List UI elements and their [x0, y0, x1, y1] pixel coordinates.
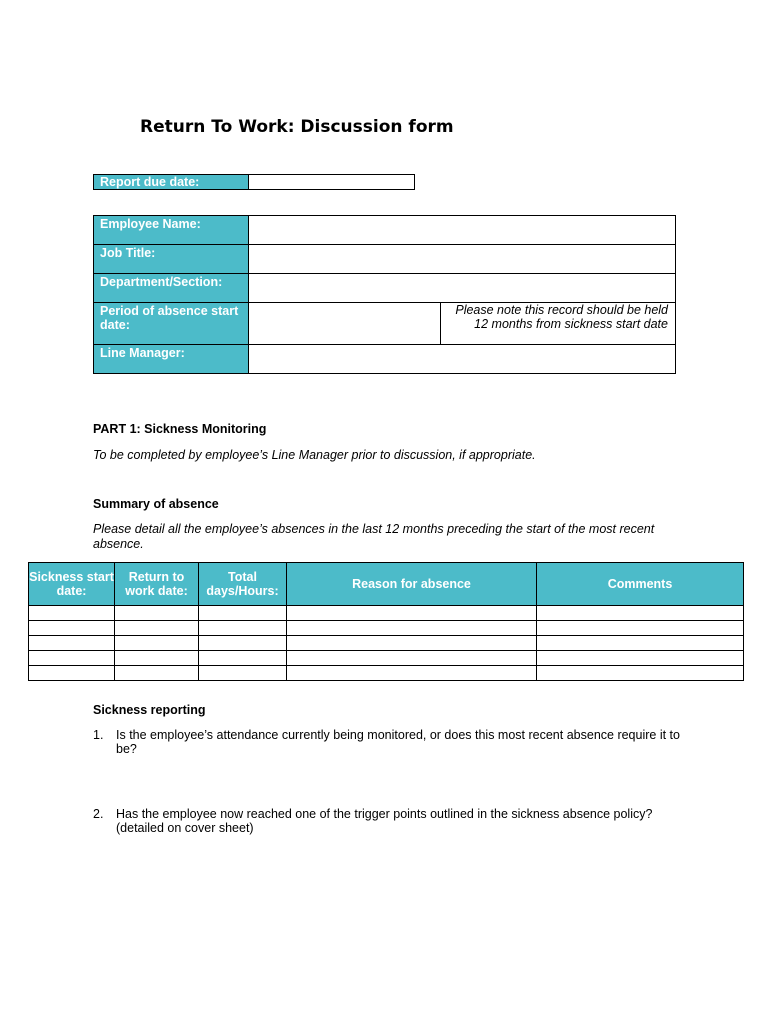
question-text: Has the employee now reached one of the trigger points outlined in the sickness absence policy? (detailed on cover sheet): [116, 807, 653, 835]
absence-summary-table: [28, 562, 744, 681]
table-cell[interactable]: [537, 621, 744, 636]
department-label: Department/Section:: [94, 274, 249, 303]
table-cell[interactable]: [537, 651, 744, 666]
report-due-field[interactable]: [249, 175, 415, 190]
table-cell[interactable]: [199, 636, 287, 651]
table-cell[interactable]: [29, 636, 115, 651]
column-header-total-days: Total days/Hours:: [199, 563, 287, 606]
part1-heading: PART 1: Sickness Monitoring: [93, 422, 267, 436]
job-title-field[interactable]: [249, 245, 676, 274]
table-cell[interactable]: [287, 636, 537, 651]
department-field[interactable]: [249, 274, 676, 303]
report-due-label: Report due date:: [94, 175, 249, 190]
employee-name-field[interactable]: [249, 216, 676, 245]
table-cell[interactable]: [115, 651, 199, 666]
line-manager-label: Line Manager:: [94, 345, 249, 374]
question-2: [93, 807, 683, 835]
table-cell[interactable]: [287, 621, 537, 636]
table-cell[interactable]: [537, 636, 744, 651]
question-1: [93, 728, 683, 756]
table-cell[interactable]: [115, 666, 199, 681]
table-cell[interactable]: [287, 606, 537, 621]
retention-note: Please note this record should be held 12 months from sickness start date: [441, 303, 676, 345]
table-cell[interactable]: [199, 651, 287, 666]
table-row: [29, 636, 744, 651]
question-number: 2.: [93, 807, 104, 821]
absence-start-label: Period of absence start date:: [94, 303, 249, 345]
summary-instruction: Please detail all the employee’s absences in the last 12 months preceding the start of the most recent absence.: [93, 522, 655, 551]
table-cell[interactable]: [29, 606, 115, 621]
table-cell[interactable]: [29, 666, 115, 681]
column-header-sickness-start: Sickness start date:: [29, 563, 115, 606]
table-cell[interactable]: [537, 666, 744, 681]
table-row: [29, 651, 744, 666]
table-cell[interactable]: [29, 621, 115, 636]
table-cell[interactable]: [199, 621, 287, 636]
table-cell[interactable]: [199, 666, 287, 681]
employee-details-table: [93, 215, 676, 374]
table-cell[interactable]: [115, 636, 199, 651]
report-due-table: [93, 174, 415, 190]
summary-heading: Summary of absence: [93, 497, 219, 511]
employee-name-label: Employee Name:: [94, 216, 249, 245]
table-cell[interactable]: [199, 606, 287, 621]
table-row: [29, 666, 744, 681]
table-row: [29, 621, 744, 636]
sickness-reporting-heading: Sickness reporting: [93, 703, 206, 717]
question-text: Is the employee’s attendance currently being monitored, or does this most recent absence require it to be?: [116, 728, 680, 756]
job-title-label: Job Title:: [94, 245, 249, 274]
question-number: 1.: [93, 728, 104, 742]
table-cell[interactable]: [287, 651, 537, 666]
table-cell[interactable]: [115, 621, 199, 636]
table-cell[interactable]: [29, 651, 115, 666]
table-cell[interactable]: [537, 606, 744, 621]
column-header-reason: Reason for absence: [287, 563, 537, 606]
table-cell[interactable]: [115, 606, 199, 621]
absence-start-field[interactable]: [249, 303, 441, 345]
column-header-comments: Comments: [537, 563, 744, 606]
part1-instruction: To be completed by employee’s Line Manager prior to discussion, if appropriate.: [93, 448, 536, 462]
column-header-return-date: Return to work date:: [115, 563, 199, 606]
page-title: Return To Work: Discussion form: [140, 117, 454, 137]
table-cell[interactable]: [287, 666, 537, 681]
table-row: [29, 606, 744, 621]
line-manager-field[interactable]: [249, 345, 676, 374]
